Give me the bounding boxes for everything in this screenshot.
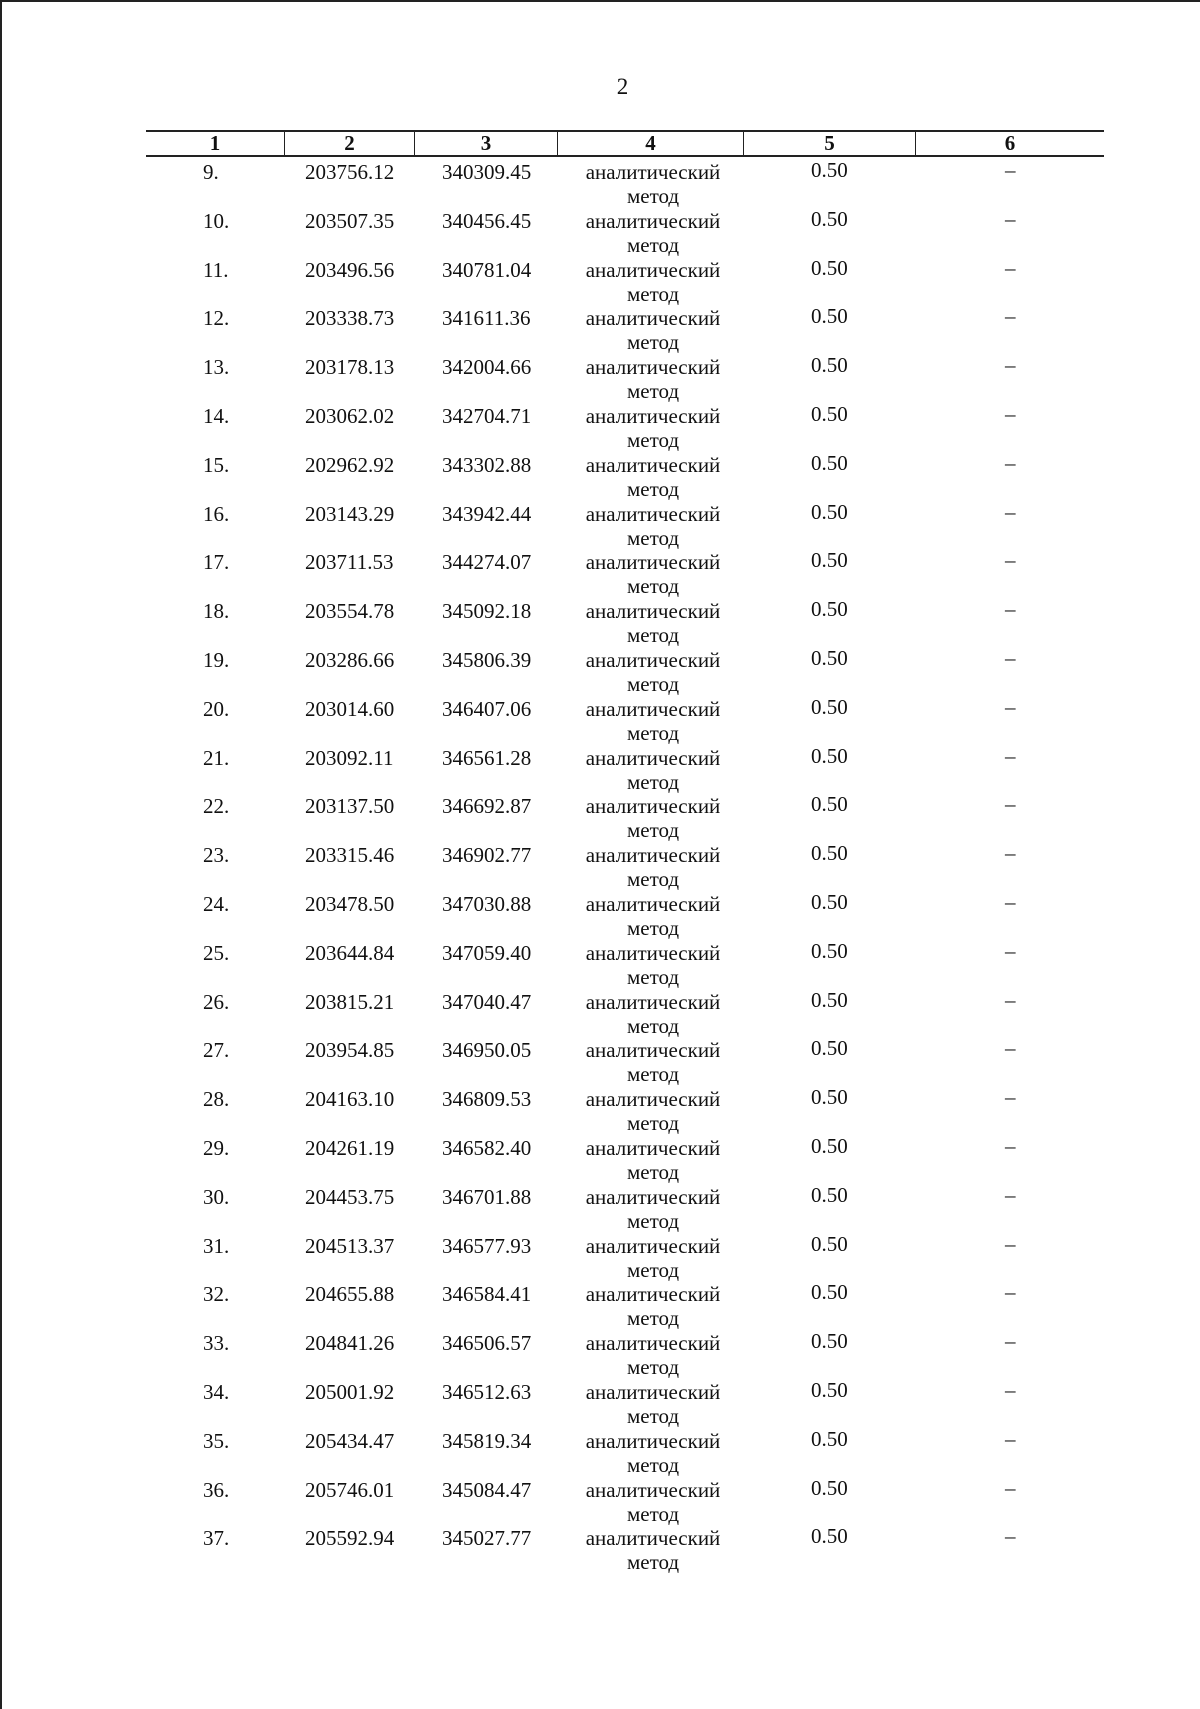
error-cell: 0.50 [811,304,848,329]
y-coordinate-cell: 344274.07 [442,550,532,575]
point-number-cell: 20. [203,696,230,721]
y-coordinate-cell: 340781.04 [442,257,532,282]
x-coordinate-cell: 205001.92 [305,1379,395,1404]
table-row [0,499,1200,551]
y-coordinate-cell: 340309.45 [442,160,532,184]
point-number-cell: 27. [203,1038,230,1063]
table-row [0,160,1200,209]
table-row [0,645,1200,697]
error-cell: 0.50 [811,597,848,622]
method-cell [578,990,728,1038]
error-cell: 0.50 [811,841,848,866]
method-cell [578,209,728,257]
error-cell: 0.50 [811,255,848,280]
method-line-2: метод [626,818,680,843]
table-row [0,1331,1200,1380]
x-coordinate-cell: 204453.75 [305,1184,395,1209]
header-col-2: 2 [285,132,415,155]
table-row [0,206,1200,258]
y-coordinate-cell: 346506.57 [442,1331,532,1356]
header-col-5: 5 [744,132,916,155]
method-cell [578,1185,728,1233]
method-line-1: аналитический [585,1526,721,1551]
note-cell: – [1005,450,1016,475]
error-cell: 0.50 [811,694,848,719]
note-cell: – [1005,499,1016,524]
error-cell: 0.50 [811,1133,848,1158]
method-cell [578,1087,728,1135]
error-cell: 0.50 [811,1426,848,1451]
note-cell: – [1005,841,1016,866]
note-cell: – [1005,792,1016,817]
x-coordinate-cell: 204841.26 [305,1331,395,1356]
method-cell [578,1234,728,1282]
method-line-1: аналитический [585,306,721,331]
point-number-cell: 37. [203,1526,230,1551]
point-number-cell: 17. [203,550,230,575]
table-row [0,255,1200,307]
method-line-1: аналитический [585,1477,721,1502]
x-coordinate-cell: 203478.50 [305,891,395,916]
error-cell: 0.50 [811,1524,848,1549]
table-row [0,1282,1200,1331]
point-number-cell: 18. [203,599,230,624]
point-number-cell: 15. [203,452,230,477]
note-cell: – [1005,1133,1016,1158]
method-line-2: метод [626,379,680,404]
method-line-2: метод [626,1208,680,1233]
point-number-cell: 13. [203,355,230,380]
note-cell: – [1005,1524,1016,1549]
x-coordinate-cell: 205592.94 [305,1526,395,1551]
table-row [0,306,1200,355]
method-line-2: метод [626,1452,680,1477]
point-number-cell: 16. [203,501,230,526]
y-coordinate-cell: 343942.44 [442,501,532,526]
y-coordinate-cell: 345084.47 [442,1477,532,1502]
method-line-1: аналитический [585,1331,721,1356]
y-coordinate-cell: 346950.05 [442,1038,532,1063]
point-number-cell: 35. [203,1428,230,1453]
method-line-1: аналитический [585,550,721,575]
method-cell [578,697,728,745]
table-row [0,987,1200,1039]
method-cell [578,1429,728,1477]
note-cell: – [1005,1085,1016,1110]
table-row [0,794,1200,843]
method-cell [578,160,728,208]
error-cell: 0.50 [811,499,848,524]
x-coordinate-cell: 203954.85 [305,1038,395,1063]
method-line-1: аналитический [585,1233,721,1258]
error-cell: 0.50 [811,1231,848,1256]
x-coordinate-cell: 203496.56 [305,257,395,282]
y-coordinate-cell: 340456.45 [442,208,532,233]
method-cell [578,1038,728,1086]
error-cell: 0.50 [811,1036,848,1061]
x-coordinate-cell: 203062.02 [305,403,395,428]
method-line-2: метод [626,671,680,696]
y-coordinate-cell: 346577.93 [442,1233,532,1258]
note-cell: – [1005,548,1016,573]
point-number-cell: 32. [203,1282,230,1307]
method-line-2: метод [626,1159,680,1184]
method-line-2: метод [626,232,680,257]
table-row [0,599,1200,648]
y-coordinate-cell: 346512.63 [442,1379,532,1404]
method-line-1: аналитический [585,989,721,1014]
x-coordinate-cell: 205434.47 [305,1428,395,1453]
table-row [0,743,1200,795]
method-line-2: метод [626,1501,680,1526]
note-cell: – [1005,743,1016,768]
header-col-6: 6 [1004,131,1016,155]
point-number-cell: 23. [203,843,230,868]
method-cell [578,1282,728,1330]
method-line-2: метод [626,720,680,745]
y-coordinate-cell: 347040.47 [442,989,532,1014]
header-col-4: 4 [558,132,744,155]
x-coordinate-cell: 203711.53 [305,550,394,575]
error-cell: 0.50 [811,401,848,426]
method-cell [578,1526,728,1574]
page-border-top [0,0,1200,2]
table-row [0,450,1200,502]
table-row [0,1087,1200,1136]
method-line-1: аналитический [585,843,721,868]
table-row [0,1377,1200,1429]
error-cell: 0.50 [811,450,848,475]
method-line-2: метод [626,476,680,501]
table-row [0,1426,1200,1478]
note-cell: – [1005,1475,1016,1500]
x-coordinate-cell: 204163.10 [305,1087,395,1112]
note-cell: – [1005,1036,1016,1061]
note-cell: – [1005,889,1016,914]
error-cell: 0.50 [811,1085,848,1110]
table-header [146,130,1104,157]
method-line-1: аналитический [585,452,721,477]
note-cell: – [1005,597,1016,622]
method-cell [578,746,728,794]
point-number-cell: 30. [203,1184,230,1209]
note-cell: – [1005,1426,1016,1451]
note-cell: – [1005,1231,1016,1256]
method-cell [578,648,728,696]
y-coordinate-cell: 343302.88 [442,452,532,477]
method-line-1: аналитический [585,891,721,916]
point-number-cell: 31. [203,1233,230,1258]
header-col-3: 3 [415,132,558,155]
method-cell [578,1136,728,1184]
table-row [0,401,1200,453]
note-cell: – [1005,353,1016,378]
x-coordinate-cell: 204261.19 [305,1135,395,1160]
method-line-2: метод [626,1550,680,1575]
method-cell [578,453,728,501]
method-line-2: метод [626,1062,680,1087]
method-line-1: аналитический [585,1038,721,1063]
table-row [0,938,1200,990]
header-col-1: 1 [146,132,285,155]
y-coordinate-cell: 347059.40 [442,940,532,965]
method-line-2: метод [626,184,680,208]
error-cell: 0.50 [811,645,848,670]
method-line-2: метод [626,867,680,892]
x-coordinate-cell: 205746.01 [305,1477,395,1502]
method-line-2: метод [626,281,680,306]
method-cell [578,941,728,989]
y-coordinate-cell: 345819.34 [442,1428,532,1453]
method-line-2: метод [626,915,680,940]
point-number-cell: 25. [203,940,230,965]
point-number-cell: 21. [203,745,230,770]
method-cell [578,306,728,354]
note-cell: – [1005,1377,1016,1402]
table-row [0,1038,1200,1087]
method-cell [578,404,728,452]
point-number-cell: 26. [203,989,230,1014]
method-line-1: аналитический [585,940,721,965]
note-cell: – [1005,694,1016,719]
table-row [0,550,1200,599]
point-number-cell: 22. [203,794,230,819]
y-coordinate-cell: 345092.18 [442,599,532,624]
x-coordinate-cell: 203143.29 [305,501,395,526]
error-cell: 0.50 [811,548,848,573]
y-coordinate-cell: 346582.40 [442,1135,532,1160]
point-number-cell: 10. [203,208,230,233]
note-cell: – [1005,401,1016,426]
x-coordinate-cell: 204655.88 [305,1282,395,1307]
x-coordinate-cell: 202962.92 [305,452,395,477]
x-coordinate-cell: 203315.46 [305,843,395,868]
method-line-1: аналитический [585,647,721,672]
table-body [0,160,1200,1575]
y-coordinate-cell: 347030.88 [442,891,532,916]
table-row [0,843,1200,892]
x-coordinate-cell: 203554.78 [305,599,395,624]
y-coordinate-cell: 342004.66 [442,355,532,380]
method-line-2: метод [626,1013,680,1038]
method-cell [578,892,728,940]
error-cell: 0.50 [811,743,848,768]
point-number-cell: 14. [203,403,230,428]
note-cell: – [1005,304,1016,329]
method-line-2: метод [626,1111,680,1136]
x-coordinate-cell: 203644.84 [305,940,395,965]
point-number-cell: 9. [203,160,219,184]
note-cell: – [1005,645,1016,670]
error-cell: 0.50 [811,353,848,378]
x-coordinate-cell: 203815.21 [305,989,395,1014]
method-line-2: метод [626,574,680,599]
method-cell [578,550,728,598]
method-line-1: аналитический [585,1184,721,1209]
method-cell [578,1478,728,1526]
method-cell [578,355,728,403]
point-number-cell: 36. [203,1477,230,1502]
table-row [0,1231,1200,1283]
method-cell [578,1331,728,1379]
point-number-cell: 12. [203,306,230,331]
method-line-2: метод [626,1257,680,1282]
method-line-1: аналитический [585,160,721,184]
note-cell: – [1005,1280,1016,1305]
method-line-1: аналитический [585,794,721,819]
x-coordinate-cell: 203137.50 [305,794,395,819]
method-line-1: аналитический [585,1135,721,1160]
y-coordinate-cell: 345027.77 [442,1526,532,1551]
note-cell: – [1005,158,1016,182]
table-row [0,355,1200,404]
method-line-1: аналитический [585,501,721,526]
y-coordinate-cell: 345806.39 [442,647,532,672]
table-row [0,1526,1200,1575]
y-coordinate-cell: 346902.77 [442,843,532,868]
method-cell [578,843,728,891]
error-cell: 0.50 [811,938,848,963]
error-cell: 0.50 [811,987,848,1012]
error-cell: 0.50 [811,1475,848,1500]
x-coordinate-cell: 204513.37 [305,1233,395,1258]
note-cell: – [1005,1329,1016,1354]
method-line-1: аналитический [585,696,721,721]
y-coordinate-cell: 341611.36 [442,306,531,331]
y-coordinate-cell: 346584.41 [442,1282,532,1307]
method-line-1: аналитический [585,208,721,233]
method-line-2: метод [626,1355,680,1380]
method-line-2: метод [626,525,680,550]
method-cell [578,258,728,306]
point-number-cell: 34. [203,1379,230,1404]
method-line-2: метод [626,1306,680,1331]
table-row [0,889,1200,941]
error-cell: 0.50 [811,158,848,182]
table-row [0,694,1200,746]
x-coordinate-cell: 203338.73 [305,306,395,331]
error-cell: 0.50 [811,1329,848,1354]
point-number-cell: 11. [203,257,229,282]
method-line-1: аналитический [585,599,721,624]
method-line-1: аналитический [585,1428,721,1453]
note-cell: – [1005,987,1016,1012]
point-number-cell: 19. [203,647,230,672]
y-coordinate-cell: 346701.88 [442,1184,532,1209]
error-cell: 0.50 [811,792,848,817]
x-coordinate-cell: 203507.35 [305,208,395,233]
error-cell: 0.50 [811,206,848,231]
error-cell: 0.50 [811,1182,848,1207]
note-cell: – [1005,938,1016,963]
y-coordinate-cell: 346809.53 [442,1087,532,1112]
method-cell [578,794,728,842]
method-line-2: метод [626,330,680,355]
error-cell: 0.50 [811,1280,848,1305]
point-number-cell: 33. [203,1331,230,1356]
method-line-2: метод [626,769,680,794]
method-line-1: аналитический [585,403,721,428]
table-row [0,1475,1200,1527]
note-cell: – [1005,206,1016,231]
y-coordinate-cell: 342704.71 [442,403,532,428]
error-cell: 0.50 [811,1377,848,1402]
note-cell: – [1005,1182,1016,1207]
x-coordinate-cell: 203014.60 [305,696,395,721]
error-cell: 0.50 [811,889,848,914]
method-line-2: метод [626,1403,680,1428]
method-line-2: метод [626,964,680,989]
note-cell: – [1005,255,1016,280]
method-line-1: аналитический [585,1087,721,1112]
method-cell [578,1380,728,1428]
method-line-1: аналитический [585,1282,721,1307]
y-coordinate-cell: 346561.28 [442,745,532,770]
point-number-cell: 29. [203,1135,230,1160]
table-row [0,1133,1200,1185]
method-line-1: аналитический [585,1379,721,1404]
x-coordinate-cell: 203286.66 [305,647,395,672]
method-line-2: метод [626,427,680,452]
x-coordinate-cell: 203178.13 [305,355,395,380]
y-coordinate-cell: 346692.87 [442,794,532,819]
method-cell [578,502,728,550]
method-line-1: аналитический [585,257,721,282]
table-row [0,1182,1200,1234]
x-coordinate-cell: 203756.12 [305,160,395,184]
method-line-2: метод [626,623,680,648]
method-cell [578,599,728,647]
method-line-1: аналитический [585,355,721,380]
y-coordinate-cell: 346407.06 [442,696,532,721]
point-number-cell: 24. [203,891,230,916]
page-number: 2 [616,74,629,99]
point-number-cell: 28. [203,1087,230,1112]
method-line-1: аналитический [585,745,721,770]
x-coordinate-cell: 203092.11 [305,745,394,770]
